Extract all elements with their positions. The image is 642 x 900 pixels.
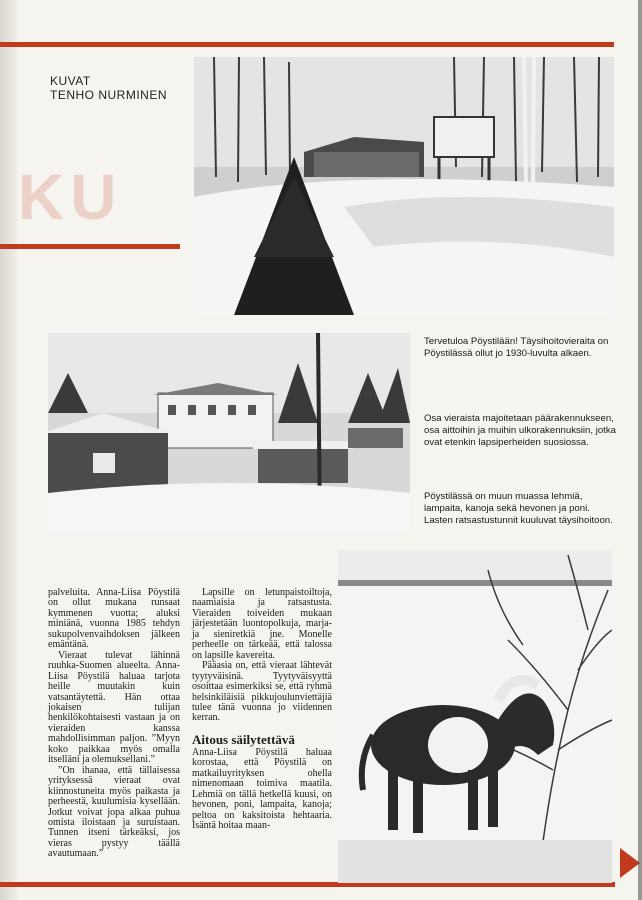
pony-icon: [338, 550, 612, 883]
photo-farmhouse: [48, 333, 410, 532]
article-subheading: Aitous säilytettävä: [192, 731, 295, 747]
caption-lodging: Osa vieraista majoitetaan päärakennukseen, osa aittoihin ja muihin ulkorakennuksiin, jotka ovat etenkin lapsiperheiden suosiossa.: [424, 413, 616, 448]
caption-animals: Pöystilässä on muun muassa lehmiä, lampaita, kanoja sekä hevonen ja poni. Lasten ratsastustunnit kuuluvat täysihoitoon.: [424, 491, 613, 526]
article-paragraph: Anna-Liisa Pöystilä haluaa korostaa, että Pöystilä on matkailuyrityksen ohella nimenomaan toimiva maatila. Lehmiä on tällä hetkellä kuusi, on hevonen, poni, lampaita, kanoja; peltoa on kaksitoista hehtaaria. Isäntä hoitaa maan-: [192, 746, 332, 832]
next-page-arrow-icon: [620, 848, 640, 878]
photo-credit: [50, 74, 167, 102]
article-paragraph: Pääasia on, että vieraat lähtevät tyytyväisinä. Tyytyväisyyttä osoittaa esimerkiksi se, että ryhmä helsinkiläisiä pikkujoulunviettäjiä tulee tänä vuonna jo viidennen kerran.: [192, 660, 332, 724]
show-through-print: KU: [18, 161, 123, 233]
article-column-2: [192, 588, 332, 832]
left-red-rule: [0, 244, 180, 249]
farmhouse-icon: [48, 333, 410, 532]
scan-edge-shadow: [638, 0, 642, 900]
credit-label: KUVAT: [50, 74, 91, 88]
top-red-rule: [0, 42, 614, 47]
article-column-1: [48, 588, 180, 860]
credit-photographer: TENHO NURMINEN: [50, 88, 167, 102]
photo-pony: [338, 550, 612, 883]
caption-welcome: Tervetuloa Pöystilään! Täysihoitovieraita on Pöystilässä ollut jo 1930-luvulta alkaen.: [424, 336, 609, 359]
page-binding: [0, 0, 18, 900]
article-paragraph: Lapsille on letunpaistoiltoja, naamiaisia ja ratsastusta. Vieraiden toiveiden mukaan järjestetään luontopolkuja, marja- ja sieniretkiä jne. Monelle perheelle on tärkeää, että talossa on lapsille kavereita.: [192, 587, 332, 661]
article-paragraph: ”On ihanaa, että tällaisessa yrityksessä vieraat ovat kiinnostuneita myös paikasta ja perheestä, kuulumisia kysellään. Jotkut voivat jopa alkaa puhua omista iloistaan ja suruistaan. Tunnen itseni tärkeäksi, jos vieras pystyy täällä avautumaan.”: [48, 764, 180, 860]
article-paragraph: palveluita. Anna-Liisa Pöystilä on ollut mukana runsaat kymmenen vuotta; aluksi miniänä, vuonna 1985 tehdyn sukupolvenvaihdoksen jälkeen emäntänä.: [48, 587, 180, 651]
article-paragraph: Vieraat tulevat lähinnä ruuhka-Suomen alueelta. Anna-Liisa Pöystilä haluaa tarjota heille muutakin kuin vatsantäytettä. Hän ottaa jokaisen tulijan henkilökohtaisesti vastaan ja on vieraiden kanssa mahdollisimman paljon. ”Myyn koko paikkaa myös omalla itselläni ja olemuksellani.”: [48, 649, 180, 766]
photo-welcome-sign: [194, 57, 614, 315]
welcome-sign-icon: [194, 57, 614, 315]
